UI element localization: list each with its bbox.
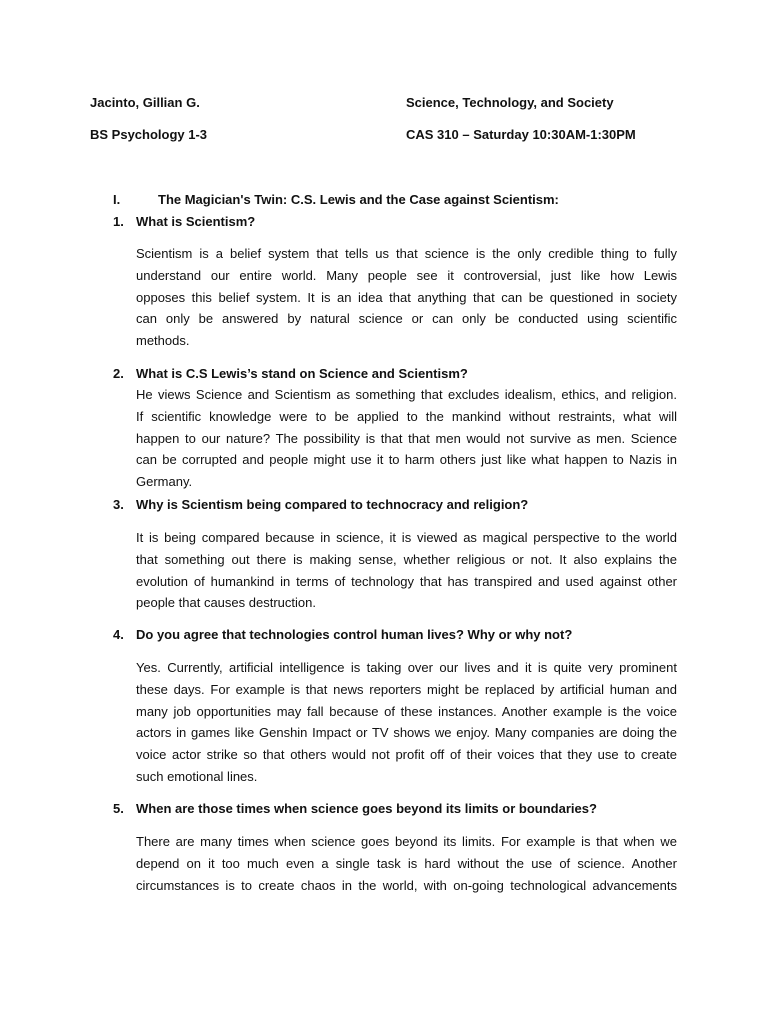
question-heading	[113, 366, 468, 382]
answer-line: happen to our nature? The possibility is that that men would not survive as men. Science	[136, 430, 677, 446]
answer-line: Yes. Currently, artificial intelligence is taking over our lives and it is quite very prominent	[136, 660, 677, 675]
question-text: What is Scientism?	[136, 214, 256, 229]
answer-line: many job opportunities may fall because of these instances. Another example is the voice	[136, 703, 677, 719]
answer-line: can be corrupted and people might use it to harm others just like what happen to Nazis in	[136, 452, 677, 468]
answer-line: Scientism is a belief system that tells us that science is the only credible thing to fully	[136, 246, 677, 261]
section-title: The Magician's Twin: C.S. Lewis and the Case against Scientism:	[158, 192, 559, 207]
question-number: 3.	[113, 497, 124, 512]
question-number: 2.	[113, 366, 124, 381]
question-text: What is C.S Lewis’s stand on Science and Scientism?	[136, 366, 468, 381]
course-title: Science, Technology, and Society	[406, 95, 614, 110]
question-heading	[113, 497, 528, 513]
answer-paragraph	[136, 657, 677, 788]
question-text: Why is Scientism being compared to technocracy and religion?	[136, 497, 529, 512]
answer-paragraph	[136, 384, 677, 493]
answer-line: understand our entire world. Many people see it controversial, just like how Lewis	[136, 267, 677, 283]
section-numeral: I.	[113, 192, 121, 207]
student-program: BS Psychology 1-3	[90, 127, 208, 142]
answer-line: Germany.	[136, 474, 193, 490]
answer-paragraph	[136, 527, 677, 614]
answer-line: He views Science and Scientism as something that excludes idealism, ethics, and religion.	[136, 387, 677, 402]
answer-line: methods.	[136, 333, 190, 349]
class-schedule: CAS 310 – Saturday 10:30AM-1:30PM	[406, 127, 636, 142]
question-heading	[113, 214, 255, 230]
question-text: When are those times when science goes beyond its limits or boundaries?	[136, 801, 597, 816]
answer-line: actors in games like Genshin Impact or TV shows we enjoy. Many companies are doing the	[136, 725, 677, 741]
answer-line: opposes this belief system. It is an idea that anything that can be questioned in society	[136, 289, 677, 305]
question-heading	[113, 801, 597, 817]
answer-line: that something out there is making sense, whether religious or not. It also explains the	[136, 551, 677, 567]
student-name: Jacinto, Gillian G.	[90, 95, 200, 110]
answer-line: evolution of humankind in terms of technology that has transpired and used against other	[136, 573, 677, 589]
answer-line: voice actor strike so that others would not profit off of their voices that they use to create	[136, 747, 677, 763]
answer-line: There are many times when science goes beyond its limits. For example is that when we	[136, 834, 677, 849]
answer-paragraph	[136, 243, 677, 352]
answer-line: circumstances is to create chaos in the world, with on-going technological advancements	[136, 877, 677, 893]
question-heading	[113, 627, 572, 643]
answer-line: these days. For example is that news reporters might be replaced by artificial human and	[136, 681, 677, 697]
answer-line: can only be answered by natural science or can only be conducted using scientific	[136, 311, 677, 327]
answer-line: people that causes destruction.	[136, 595, 316, 611]
question-text: Do you agree that technologies control human lives? Why or why not?	[136, 627, 573, 642]
question-number: 5.	[113, 801, 124, 816]
question-number: 1.	[113, 214, 124, 229]
answer-line: It is being compared because in science, it is viewed as magical perspective to the world	[136, 530, 677, 545]
answer-line: depend on it too much even a single task is hard without the use of science. Another	[136, 855, 677, 871]
question-number: 4.	[113, 627, 124, 642]
answer-paragraph	[136, 831, 677, 896]
answer-line: If scientific knowledge were to be applied to the mankind without restraints, what will	[136, 408, 677, 424]
answer-line: such emotional lines.	[136, 768, 258, 784]
